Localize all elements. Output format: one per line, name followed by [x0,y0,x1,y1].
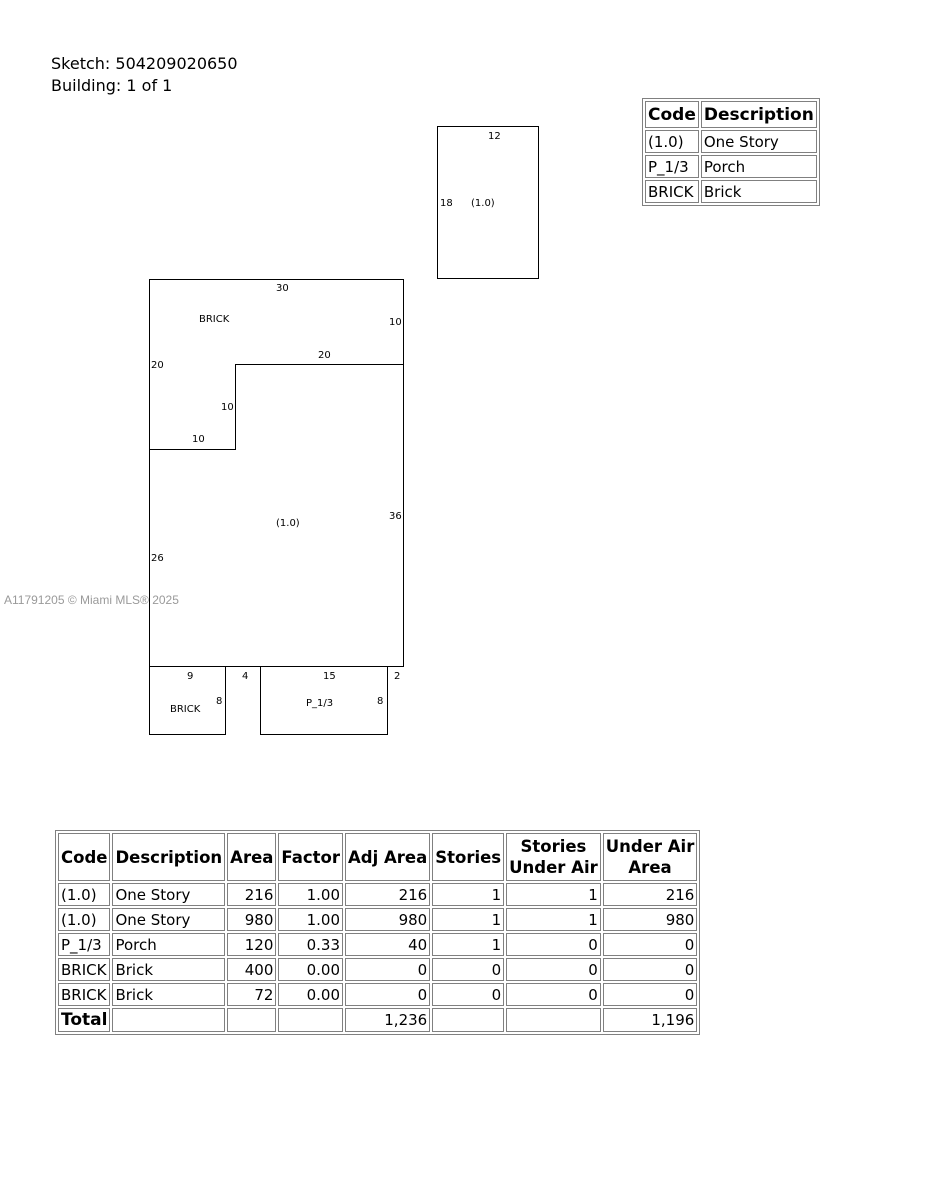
cell-under-air-area: 0 [603,958,698,981]
legend-row [645,180,817,203]
cell-adj-area: 40 [345,933,430,956]
header-stories: Stories [432,833,504,881]
main-dim-step: 20 [318,350,331,361]
porch-dim-right: 8 [377,696,384,707]
cell-stories-under-air: 1 [506,883,601,906]
legend-description: Porch [701,155,817,178]
bottom-gap-dim: 4 [242,671,249,682]
main-dim-notch-vertical: 10 [221,402,234,413]
header-factor: Factor [278,833,343,881]
legend-row [645,130,817,153]
table-row [58,958,697,981]
legend-code: (1.0) [645,130,699,153]
cell-adj-area: 0 [345,983,430,1006]
total-label: Total [58,1008,110,1032]
top-box-dim-top: 12 [488,131,501,142]
cell-description: Brick [112,983,225,1006]
cell-stories: 1 [432,883,504,906]
cell-description: One Story [112,883,225,906]
header-code: Code [58,833,110,881]
table-row [58,883,697,906]
cell-factor: 1.00 [278,908,343,931]
building-count: Building: 1 of 1 [51,76,173,95]
cell-factor: 0.00 [278,958,343,981]
legend-header-code: Code [645,101,699,128]
cell-stories: 1 [432,933,504,956]
total-row [58,1008,697,1032]
cell-stories: 1 [432,908,504,931]
main-dim-left: 26 [151,553,164,564]
mls-watermark: A11791205 © Miami MLS® 2025 [4,593,179,607]
cell-adj-area: 980 [345,908,430,931]
legend-row [645,155,817,178]
cell-description: Porch [112,933,225,956]
header-under-air-area [603,833,698,881]
main-dim-right: 36 [389,511,402,522]
bottom-brick-label: BRICK [170,704,201,715]
cell-area: 72 [227,983,276,1006]
legend-header-row [645,101,817,128]
cell-adj-area: 0 [345,958,430,981]
total-empty-cell [227,1008,276,1032]
cell-factor: 1.00 [278,883,343,906]
cell-under-air-area: 0 [603,983,698,1006]
header-under-air-area-line1: Under Air [605,837,695,856]
cell-adj-area: 216 [345,883,430,906]
cell-code: BRICK [58,983,110,1006]
cell-code: BRICK [58,958,110,981]
header-area: Area [227,833,276,881]
cell-under-air-area: 216 [603,883,698,906]
legend-description: One Story [701,130,817,153]
summary-header-row [58,833,697,881]
cell-description: One Story [112,908,225,931]
code-legend-table [642,98,820,206]
total-empty-cell [112,1008,225,1032]
cell-stories: 0 [432,983,504,1006]
top-box-dim-left: 18 [440,198,453,209]
legend-code: P_1/3 [645,155,699,178]
header-stories-under-air-line1: Stories [520,837,587,856]
total-under-air-area: 1,196 [603,1008,698,1032]
legend-code: BRICK [645,180,699,203]
header-description: Description [112,833,225,881]
cell-code: (1.0) [58,908,110,931]
sketch-id: Sketch: 504209020650 [51,54,238,73]
table-row [58,983,697,1006]
main-area-label: (1.0) [276,518,300,529]
legend-header-description: Description [701,101,817,128]
main-dim-left-upper: 20 [151,360,164,371]
cell-factor: 0.00 [278,983,343,1006]
cell-description: Brick [112,958,225,981]
porch-label: P_1/3 [306,698,334,709]
bottom-corner-dim: 2 [394,671,401,682]
main-brick-label: BRICK [199,314,230,325]
bottom-brick-dim-right: 8 [216,696,223,707]
cell-stories-under-air: 1 [506,908,601,931]
header-stories-under-air-line2: Under Air [509,858,598,877]
total-empty-cell [432,1008,504,1032]
header-under-air-area-line2: Area [628,858,672,877]
cell-stories: 0 [432,958,504,981]
cell-stories-under-air: 0 [506,958,601,981]
bottom-brick-dim-top: 9 [187,671,194,682]
cell-under-air-area: 0 [603,933,698,956]
table-row [58,908,697,931]
header-adj-area: Adj Area [345,833,430,881]
main-dim-right-upper: 10 [389,317,402,328]
cell-area: 216 [227,883,276,906]
cell-code: P_1/3 [58,933,110,956]
table-row [58,933,697,956]
cell-stories-under-air: 0 [506,933,601,956]
total-empty-cell [278,1008,343,1032]
cell-area: 980 [227,908,276,931]
cell-under-air-area: 980 [603,908,698,931]
cell-factor: 0.33 [278,933,343,956]
main-dim-top: 30 [276,283,289,294]
cell-area: 120 [227,933,276,956]
top-box-label: (1.0) [471,198,495,209]
total-empty-cell [506,1008,601,1032]
total-adj-area: 1,236 [345,1008,430,1032]
legend-description: Brick [701,180,817,203]
area-summary-table [55,830,700,1035]
cell-code: (1.0) [58,883,110,906]
header-stories-under-air [506,833,601,881]
main-building-outline [150,280,404,667]
cell-area: 400 [227,958,276,981]
main-dim-notch-horizontal: 10 [192,434,205,445]
porch-dim-top: 15 [323,671,336,682]
cell-stories-under-air: 0 [506,983,601,1006]
